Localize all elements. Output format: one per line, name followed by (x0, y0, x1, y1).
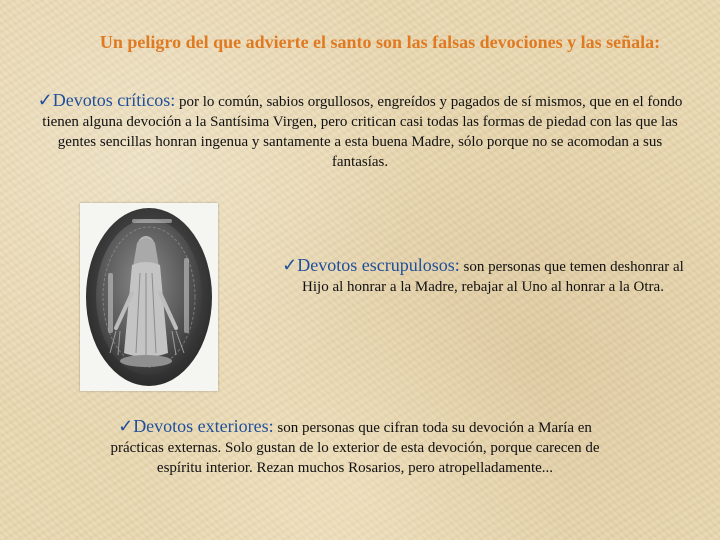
check-icon: ✓ (118, 416, 134, 436)
section-heading: ✓Devotos críticos: (37, 90, 176, 110)
section-text: son personas que cifran toda su devoción a María en prácticas externas. Solo gustan de lo exterior de esta devoción, porque carecen de espíritu interior. Rezan muchos Rosarios, pero atropelladamente... (110, 420, 600, 476)
section-heading: ✓Devotos escrupulosos: (282, 255, 460, 275)
section-heading: ✓Devotos exteriores: (118, 416, 274, 436)
check-icon: ✓ (282, 255, 298, 275)
section-devotos-criticos (30, 90, 690, 172)
check-icon: ✓ (37, 90, 53, 110)
slide-title: Un peligro del que advierte el santo son las falsas devociones y las señala: (99, 32, 661, 52)
miraculous-medal-image (80, 203, 218, 391)
section-text: por lo común, sabios orgullosos, engreídos y pagados de sí mismos, que en el fondo tienen alguna devoción a la Santísima Virgen, pero critican casi todas las formas de piedad con las que las gentes sencillas honran ingenua y santamente a esta buena Madre, sólo porque no se acomodan a sus fantasías. (42, 94, 683, 170)
section-text: son personas que temen deshonrar al Hijo al honrar a la Madre, rebajar al Uno al honrar a la Otra. (302, 259, 684, 295)
section-devotos-escrupulosos (278, 255, 688, 297)
section-devotos-exteriores (100, 416, 610, 478)
miraculous-medal-icon (80, 203, 218, 391)
